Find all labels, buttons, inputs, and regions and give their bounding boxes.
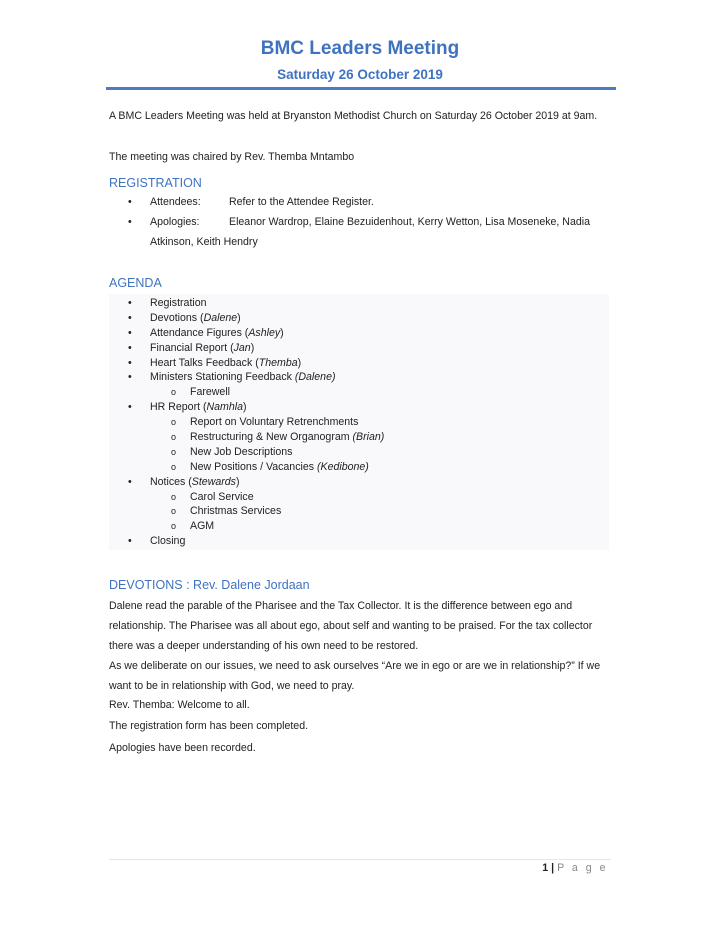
agenda-item-presenter: (Dalene)	[294, 371, 336, 384]
bullet-icon: •	[128, 326, 132, 339]
circle-bullet-icon: o	[171, 521, 177, 532]
agenda-item-text: Heart Talks Feedback (Themba)	[150, 356, 302, 369]
agenda-item-presenter: Stewards	[191, 475, 236, 488]
footer-divider	[109, 859, 611, 860]
devotions-paragraph-1: Dalene read the parable of the Pharisee and the Tax Collector. It is the difference between ego and relationship. The Pharisee was all about ego, about self and wanting to be praised. For the tax collector there was a deeper understanding of his own need to be restored.	[109, 600, 593, 652]
list-item	[109, 192, 619, 212]
title-divider	[106, 87, 616, 90]
document-subtitle: Saturday 26 October 2019	[277, 67, 443, 82]
agenda-item-text: AGM	[190, 520, 215, 533]
agenda-item-text: Carol Service	[190, 490, 254, 503]
apologies-note: Apologies have been recorded.	[109, 742, 256, 754]
agenda-item	[109, 311, 609, 326]
agenda-item	[109, 475, 609, 490]
agenda-item	[109, 341, 609, 356]
bullet-icon: •	[128, 356, 132, 369]
welcome-paragraph: Rev. Themba: Welcome to all.	[109, 699, 250, 711]
registration-heading: REGISTRATION	[109, 176, 202, 190]
devotions-heading: DEVOTIONS : Rev. Dalene Jordaan	[109, 578, 310, 592]
list-item	[109, 212, 619, 252]
bullet-icon: •	[128, 216, 132, 228]
agenda-item-text: Farewell	[190, 386, 231, 399]
circle-bullet-icon: o	[171, 506, 177, 517]
footer-separator: |	[551, 862, 555, 874]
registration-label: Apologies:	[150, 216, 200, 228]
agenda-item	[109, 534, 609, 549]
registration-note: The registration form has been completed.	[109, 720, 309, 732]
chair-paragraph: The meeting was chaired by Rev. Themba Mntambo	[109, 151, 355, 163]
agenda-item-text: Report on Voluntary Retrenchments	[190, 416, 359, 429]
agenda-item-presenter: Themba	[258, 356, 298, 369]
agenda-item-text: Financial Report (Jan)	[150, 341, 255, 354]
agenda-item-text: HR Report (Namhla)	[150, 401, 247, 414]
agenda-item	[109, 370, 609, 385]
registration-label: Attendees:	[150, 196, 201, 208]
agenda-item-text: New Positions / Vacancies (Kedibone)	[190, 460, 369, 473]
agenda-item-text: Christmas Services	[190, 505, 282, 518]
agenda-item-presenter: Dalene	[203, 311, 238, 324]
agenda-item-text: Ministers Stationing Feedback (Dalene)	[150, 371, 336, 384]
bullet-icon: •	[128, 297, 132, 309]
page-label: P a g e	[557, 862, 608, 874]
circle-bullet-icon: o	[171, 432, 177, 443]
agenda-item-presenter: Namhla	[206, 401, 244, 414]
bullet-icon: •	[128, 401, 132, 414]
registration-value: Eleanor Wardrop, Elaine Bezuidenhout, Kerry Wetton, Lisa Moseneke, Nadia Atkinson, Keith Hendry	[150, 216, 590, 248]
agenda-item-text: Attendance Figures (Ashley)	[150, 326, 284, 339]
bullet-icon: •	[128, 341, 132, 354]
registration-list	[109, 192, 619, 252]
circle-bullet-icon: o	[171, 446, 177, 457]
circle-bullet-icon: o	[171, 417, 177, 428]
agenda-item-presenter: (Kedibone)	[317, 460, 369, 473]
bullet-icon: •	[128, 475, 132, 488]
agenda-item	[109, 415, 609, 430]
agenda-item-text: Registration	[150, 297, 207, 309]
agenda-item	[109, 460, 609, 475]
agenda-item-text: Restructuring & New Organogram (Brian)	[190, 431, 385, 444]
circle-bullet-icon: o	[171, 491, 177, 502]
bullet-icon: •	[128, 311, 132, 324]
agenda-item-presenter: Jan	[233, 341, 251, 354]
bullet-icon: •	[128, 196, 132, 208]
agenda-item-text: Devotions (Dalene)	[150, 311, 241, 324]
agenda-item-presenter: (Brian)	[352, 431, 385, 444]
devotions-paragraph-2: As we deliberate on our issues, we need to ask ourselves “Are we in ego or are we in relationship?” If we want to be in relationship with God, we need to pray.	[109, 660, 601, 692]
agenda-heading: AGENDA	[109, 276, 162, 290]
document-title: BMC Leaders Meeting	[260, 38, 460, 59]
agenda-item	[109, 519, 609, 534]
agenda-list	[109, 296, 609, 549]
agenda-item	[109, 490, 609, 505]
circle-bullet-icon: o	[171, 461, 177, 472]
agenda-item	[109, 430, 609, 445]
agenda-item	[109, 296, 609, 311]
agenda-item	[109, 504, 609, 519]
intro-paragraph: A BMC Leaders Meeting was held at Bryanston Methodist Church on Saturday 26 October 2019 at 9am.	[109, 110, 598, 122]
bullet-icon: •	[128, 371, 132, 384]
page-number: 1	[542, 862, 549, 874]
agenda-item	[109, 326, 609, 341]
agenda-item-text: Notices (Stewards)	[150, 475, 240, 488]
circle-bullet-icon: o	[171, 387, 177, 398]
registration-value: Refer to the Attendee Register.	[229, 196, 374, 208]
agenda-item-text: Closing	[150, 535, 186, 548]
agenda-item	[109, 356, 609, 371]
agenda-item-presenter: Ashley	[248, 326, 281, 339]
bullet-icon: •	[128, 535, 132, 548]
agenda-item-text: New Job Descriptions	[190, 445, 293, 458]
agenda-item	[109, 445, 609, 460]
agenda-item	[109, 385, 609, 400]
page-footer	[542, 862, 608, 874]
agenda-item	[109, 400, 609, 415]
